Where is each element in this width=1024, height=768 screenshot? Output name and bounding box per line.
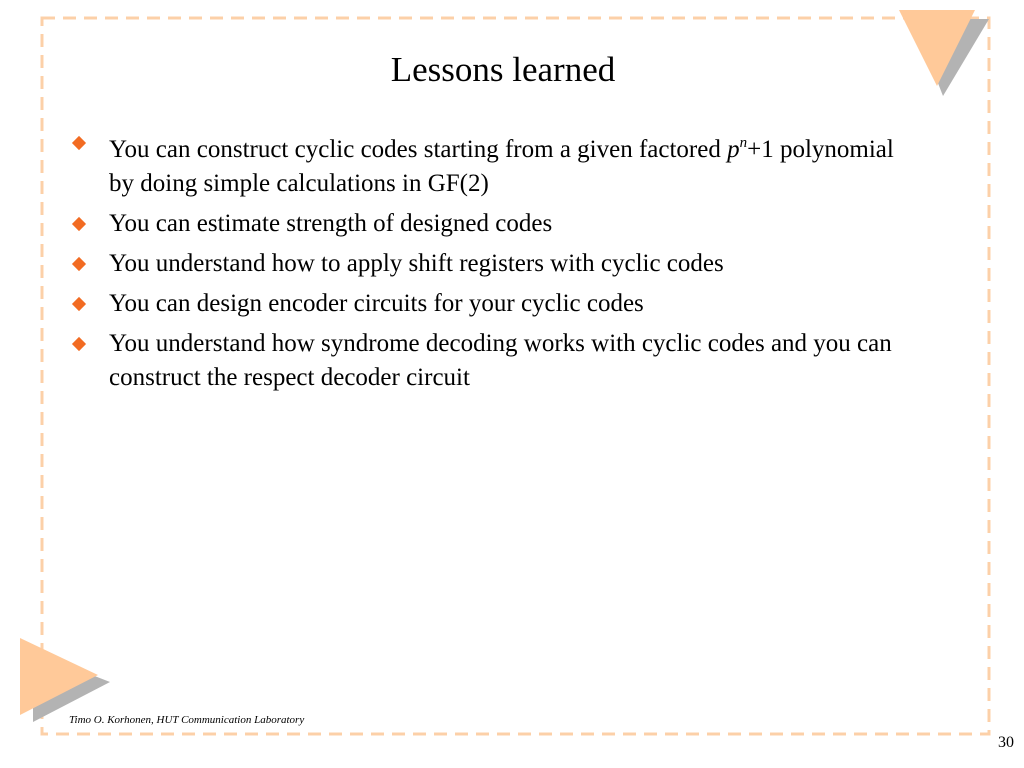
orange-diamond-icon (72, 297, 86, 311)
bullet-item (72, 247, 902, 281)
bullet-item (72, 126, 902, 201)
slide-title: Lessons learned (390, 50, 616, 89)
bullet-text: You can estimate strength of designed codes (109, 210, 553, 237)
orange-diamond-icon (72, 136, 86, 150)
footer-credit: Timo O. Korhonen, HUT Communication Laboratory (69, 714, 305, 726)
orange-diamond-icon (72, 217, 86, 231)
bullet-text: You can design encoder circuits for your cyclic codes (109, 290, 644, 317)
bullet-list (72, 126, 902, 401)
bullet-item (72, 287, 902, 321)
bullet-text-after: +1 polynomial by doing simple calculations in GF(2) (109, 136, 894, 197)
bullet-item (72, 207, 902, 241)
bullet-superscript: n (739, 135, 748, 151)
bullet-text: You understand how syndrome decoding works with cyclic codes and you can construct the respect decoder circuit (109, 330, 892, 391)
bullet-text: You understand how to apply shift registers with cyclic codes (109, 250, 724, 277)
page-number: 30 (998, 734, 1014, 751)
bullet-text-before: You can construct cyclic codes starting from a given factored (109, 136, 728, 163)
orange-diamond-icon (72, 337, 86, 351)
orange-diamond-icon (72, 257, 86, 271)
bullet-variable: p (727, 136, 740, 163)
bullet-item (72, 327, 902, 395)
